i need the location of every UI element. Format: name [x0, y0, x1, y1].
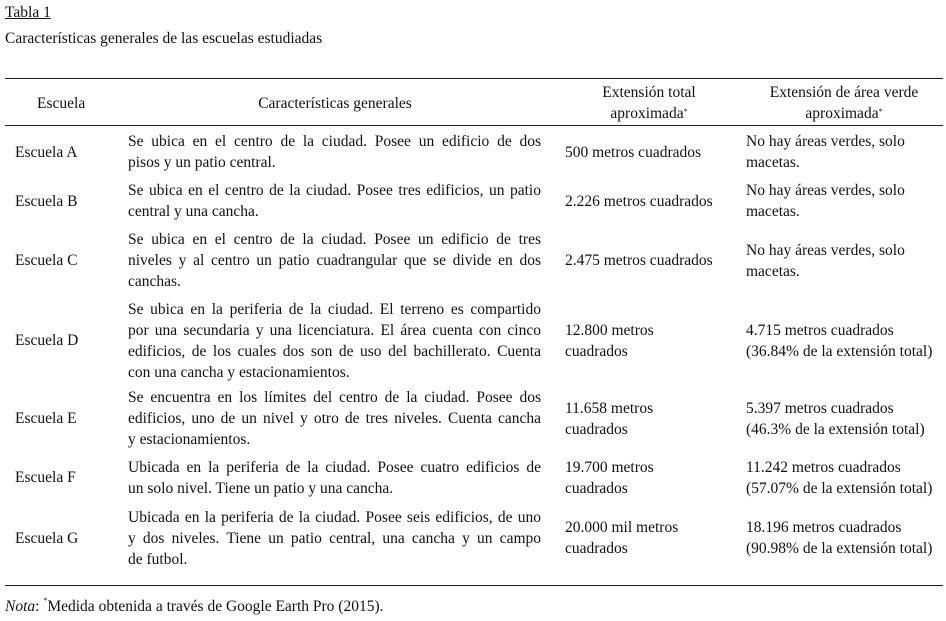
- cell-extension-total: 2.475 metros cuadrados: [565, 252, 713, 269]
- cell-extension-verde: 11.242 metros cuadrados (57.07% de la extensión total): [746, 458, 933, 497]
- table-title: Características generales de las escuelas estudiadas: [5, 30, 323, 47]
- cell-extension-verde: 18.196 metros cuadrados (90.98% de la extensión total): [746, 519, 933, 557]
- table-row: [5, 127, 943, 177]
- cell-escuela: Escuela F: [15, 469, 76, 486]
- header-row: [5, 79, 943, 127]
- table-row: [5, 452, 943, 503]
- cell-caracteristicas: Ubicada en la periferia de la ciudad. Posee seis edificios, de uno y dos niveles. Tiene un patio central, una cancha y un campo de futbol.: [128, 508, 541, 568]
- cell-extension-verde: No hay áreas verdes, solo macetas.: [746, 241, 905, 280]
- cell-escuela: Escuela A: [15, 143, 78, 161]
- bottom-rule: [5, 585, 943, 586]
- cell-caracteristicas: Se ubica en el centro de la ciudad. Posee un edificio de dos pisos y un patio central.: [128, 133, 541, 171]
- header-extension-verde: Extensión de área verde aproximada*: [769, 84, 919, 122]
- cell-escuela: Escuela B: [15, 192, 78, 210]
- cell-extension-total: 11.658 metros cuadrados: [565, 399, 654, 438]
- cell-extension-total: 20.000 mil metros cuadrados: [565, 519, 679, 557]
- table-row: [5, 503, 943, 573]
- schools-table: [5, 79, 943, 573]
- table-note: Nota: *Medida obtenida a través de Google Earth Pro (2015).: [5, 596, 384, 615]
- cell-caracteristicas: Se ubica en el centro de la ciudad. Posee tres edificios, un patio central y una cancha.: [128, 182, 541, 220]
- table-row: [5, 296, 943, 385]
- cell-extension-total: 500 metros cuadrados: [565, 143, 702, 161]
- cell-caracteristicas: Ubicada en la periferia de la ciudad. Posee cuatro edificios de un solo nivel. Tiene un patio y una cancha.: [128, 458, 541, 497]
- header-caracteristicas: Características generales: [258, 94, 412, 112]
- header-escuela: Escuela: [37, 94, 86, 112]
- table-row: [5, 177, 943, 225]
- cell-extension-verde: 5.397 metros cuadrados (46.3% de la extensión total): [746, 399, 925, 438]
- cell-extension-total: 2.226 metros cuadrados: [565, 192, 713, 210]
- cell-escuela: Escuela D: [15, 332, 79, 349]
- table-label: Tabla 1: [5, 4, 51, 21]
- cell-extension-verde: No hay áreas verdes, solo macetas.: [746, 133, 905, 171]
- cell-extension-verde: No hay áreas verdes, solo macetas.: [746, 182, 905, 220]
- header-extension-total: Extensión total aproximada*: [602, 84, 696, 122]
- table-row: [5, 385, 943, 452]
- cell-extension-verde: 4.715 metros cuadrados (36.84% de la extensión total): [746, 321, 933, 360]
- cell-caracteristicas: Se ubica en el centro de la ciudad. Posee un edificio de tres niveles y al centro un patio cuadrangular que se divide en dos canchas.: [128, 231, 541, 290]
- cell-extension-total: 19.700 metros cuadrados: [565, 458, 654, 497]
- cell-escuela: Escuela E: [15, 410, 77, 427]
- table-row: [5, 225, 943, 296]
- cell-extension-total: 12.800 metros cuadrados: [565, 321, 654, 360]
- cell-caracteristicas: Se encuentra en los límites del centro de la ciudad. Posee dos edificios, uno de un nivel y otro de tres niveles. Cuenta cancha y estacionamientos.: [128, 389, 541, 448]
- cell-caracteristicas: Se ubica en la periferia de la ciudad. El terreno es compartido por una secundaria y una licenciatura. El área cuenta con cinco edificios, de los cuales dos son de uso del bachillerato. Cuenta con una cancha y estacionamientos.: [128, 300, 541, 381]
- cell-escuela: Escuela C: [15, 252, 78, 269]
- cell-escuela: Escuela G: [15, 529, 79, 547]
